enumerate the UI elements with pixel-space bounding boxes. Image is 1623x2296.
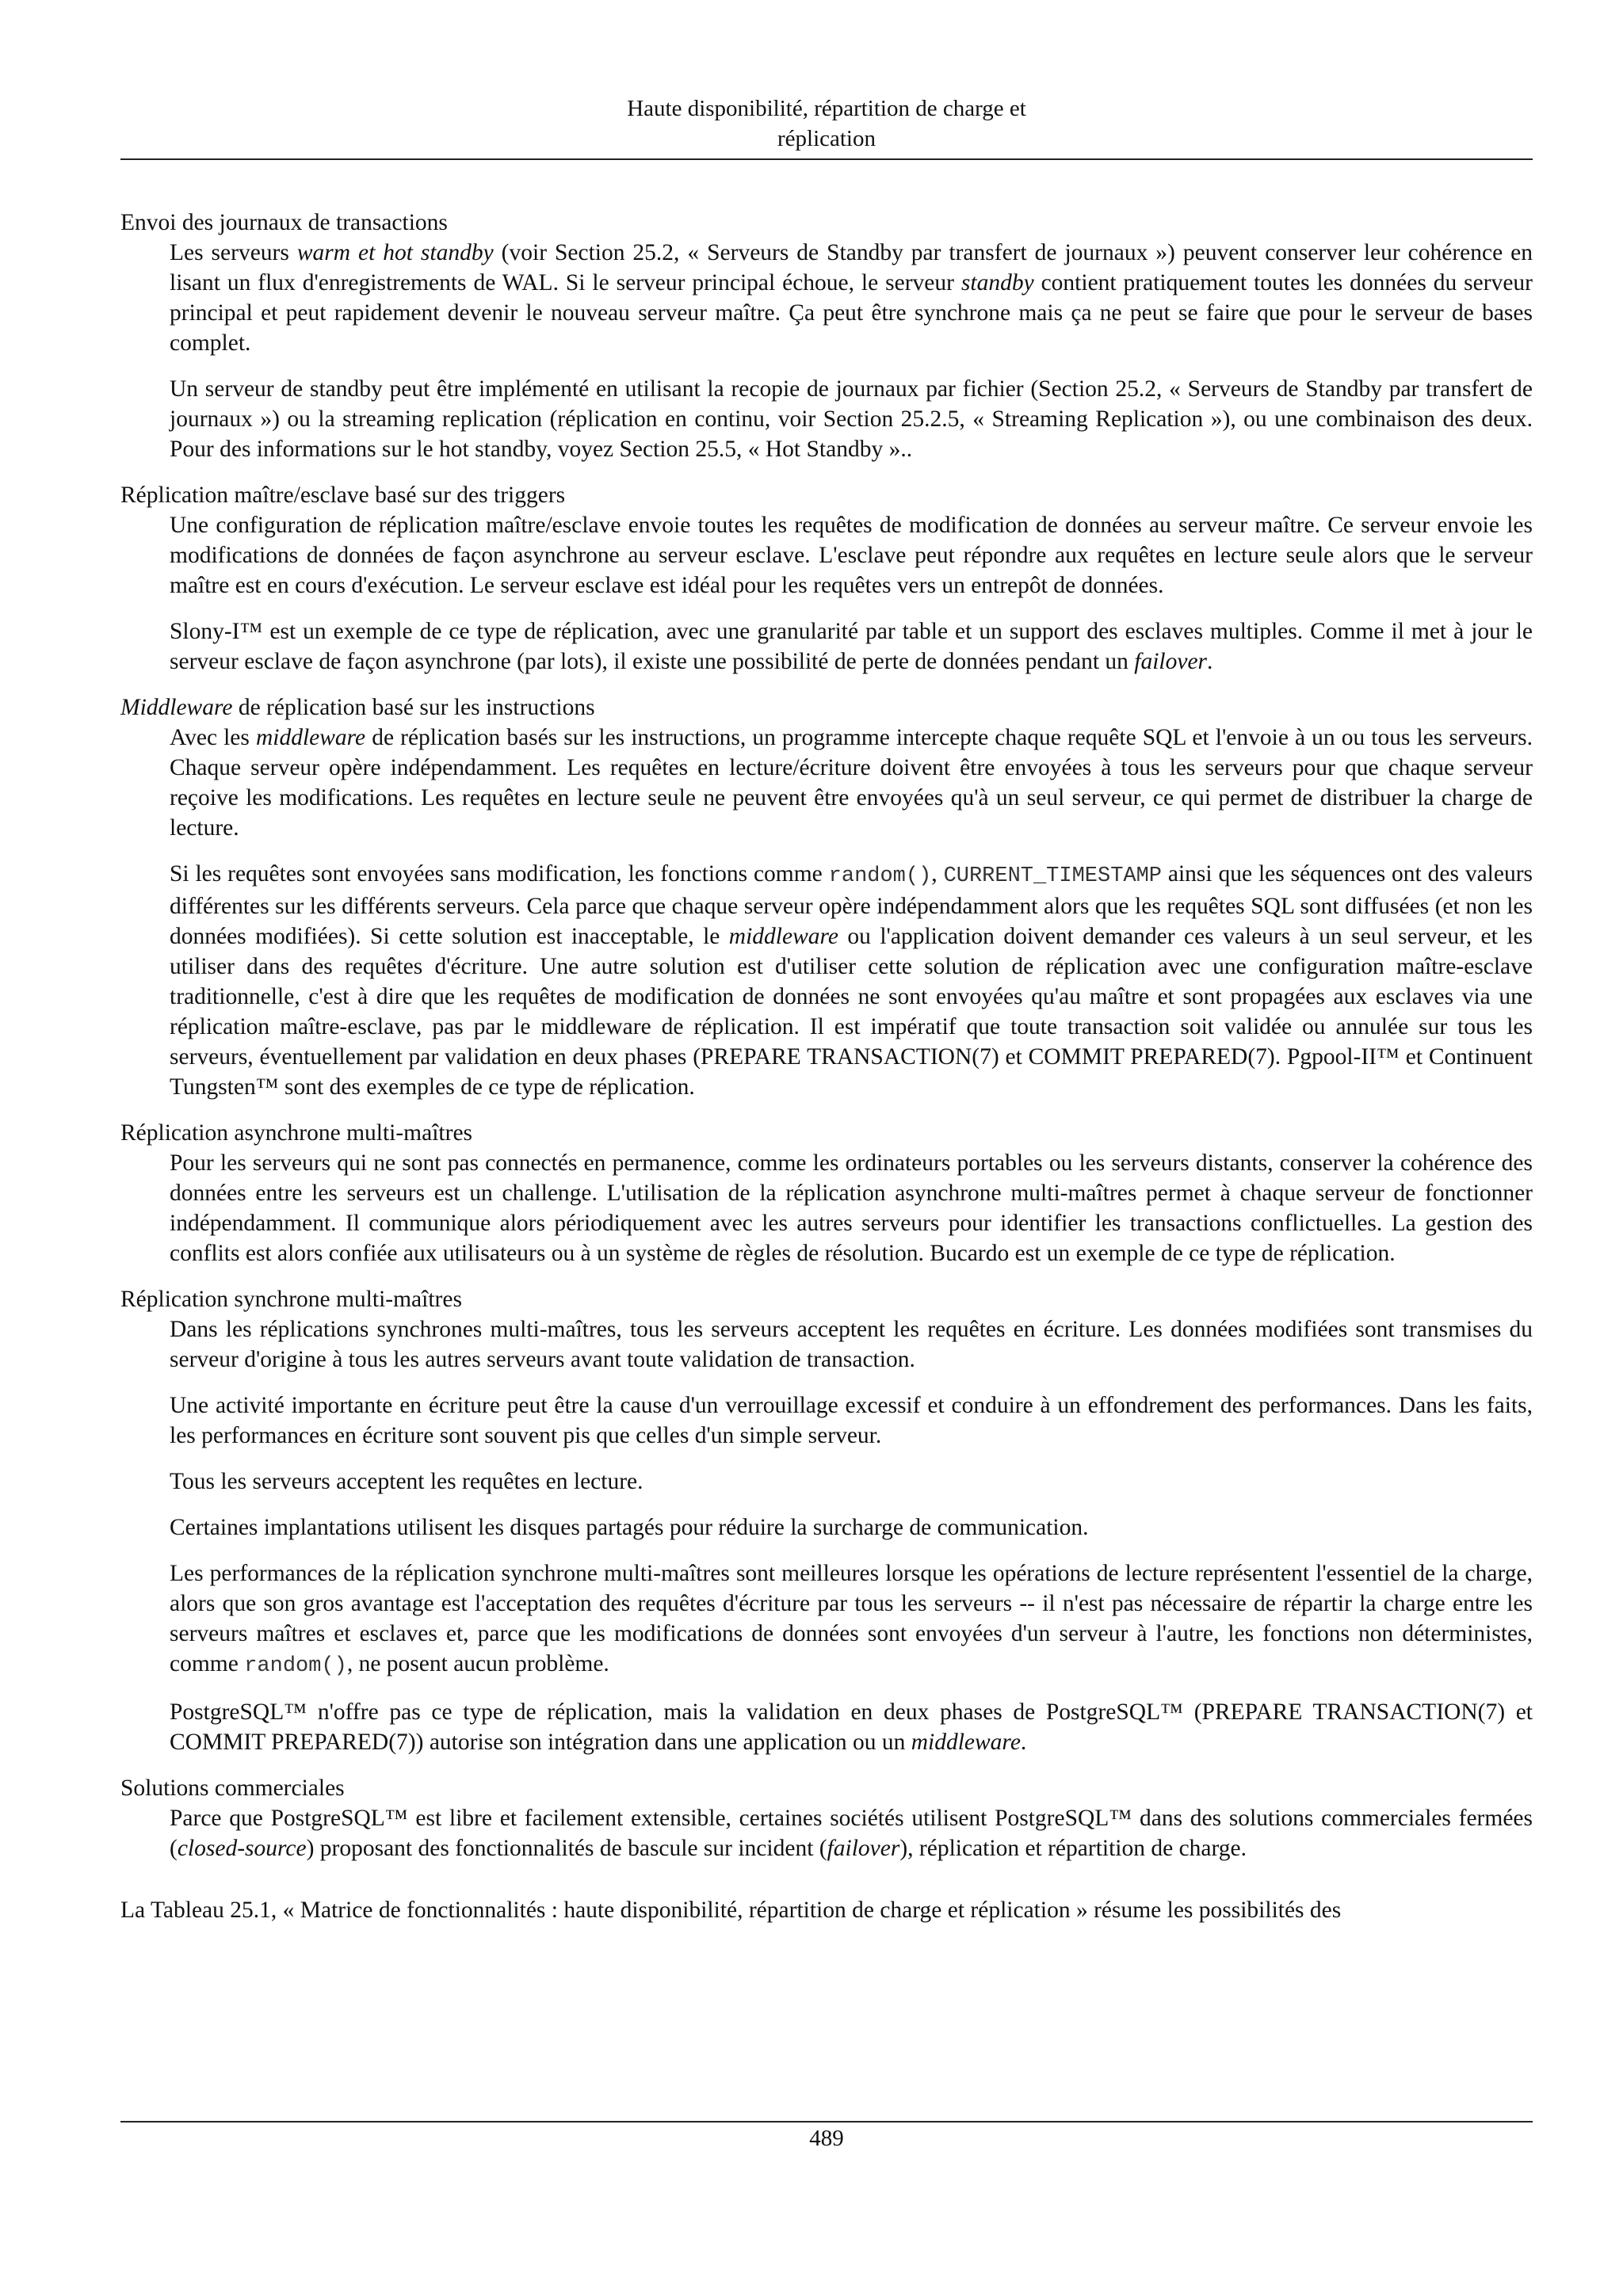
term-replication-triggers: Réplication maître/esclave basé sur des triggers (120, 482, 566, 508)
paragraph: Si les requêtes sont envoyées sans modification, les fonctions comme random(), CURRENT_TIMESTAMP ainsi que les séquences ont des valeurs différentes sur les différents serveurs. Cela parce que chaque serveur opère indépendamment alors que les requêtes SQL sont diffusées (et non les données modifiées). Si cette solution est inacceptable, le middleware ou l'application doivent demander ces valeurs à un seul serveur, et les utiliser dans des requêtes d'écriture. Une autre solution est d'utiliser cette solution de réplication avec une configuration maître-esclave traditionnelle, c'est à dire que les requêtes de modification de données ne sont envoyées qu'au maître et sont propagées aux esclaves via une réplication maître-esclave, pas par le middleware de réplication. Il est impératif que toute transaction soit validée ou annulée sur tous les serveurs, éventuellement par validation en deux phases (PREPARE TRANSACTION(7) et COMMIT PREPARED(7). Pgpool-II™ et Continuent Tungsten™ sont des exemples de ce type de réplication. (170, 861, 1533, 1100)
definition-sync-multimaster (170, 1314, 1533, 1757)
definition-solutions-commerciales (170, 1803, 1533, 1863)
paragraph: Certaines implantations utilisent les disques partagés pour réduire la surcharge de communication. (170, 1515, 1089, 1540)
running-header-line-2: réplication (777, 126, 876, 151)
page-body (120, 208, 1533, 1949)
term-middleware-instructions: Middleware de réplication basé sur les instructions (120, 695, 595, 720)
term-solutions-commerciales: Solutions commerciales (120, 1775, 345, 1801)
definition-replication-triggers (170, 510, 1533, 677)
paragraph: Pour les serveurs qui ne sont pas connectés en permanence, comme les ordinateurs portables ou les serveurs distants, conserver la cohérence des données entre les serveurs est un challenge. L'utilisation de la réplication asynchrone multi-maîtres permet à chaque serveur de fonctionner indépendamment. Il communique alors périodiquement avec les autres serveurs pour identifier les transactions conflictuelles. La gestion des conflits est alors confiée aux utilisateurs ou à un système de règles de résolution. Bucardo est un exemple de ce type de réplication. (170, 1150, 1533, 1266)
paragraph: Les performances de la réplication synchrone multi-maîtres sont meilleures lorsque les opérations de lecture représentent l'essentiel de la charge, alors que son gros avantage est l'acceptation des requêtes d'écriture par tous les serveurs -- il n'est pas nécessaire de répartir la charge entre les serveurs maîtres et esclaves et, parce que les modifications de données sont envoyées d'un serveur à l'autre, les fonctions non déterministes, comme random(), ne posent aucun problème. (170, 1561, 1533, 1678)
term-sync-multimaster: Réplication synchrone multi-maîtres (120, 1287, 462, 1312)
paragraph: Slony-I™ est un exemple de ce type de réplication, avec une granularité par table et un support des esclaves multiples. Comme il met à jour le serveur esclave de façon asynchrone (par lots), il existe une possibilité de perte de données pendant un failover. (170, 619, 1533, 674)
definition-envoi-journaux (170, 238, 1533, 464)
definition-middleware-instructions (170, 723, 1533, 1102)
code-current-timestamp: CURRENT_TIMESTAMP (943, 864, 1163, 888)
running-header (120, 93, 1533, 154)
paragraph: Une activité importante en écriture peut être la cause d'un verrouillage excessif et conduire à un effondrement des performances. Dans les faits, les performances en écriture sont souvent pis que celles d'un simple serveur. (170, 1393, 1533, 1448)
header-rule (120, 158, 1533, 160)
paragraph: Tous les serveurs acceptent les requêtes en lecture. (170, 1469, 643, 1494)
paragraph: Un serveur de standby peut être implémenté en utilisant la recopie de journaux par fichier (Section 25.2, « Serveurs de Standby par transfert de journaux ») ou la streaming replication (réplication en continu, voir Section 25.2.5, « Streaming Replication »), ou une combinaison des deux. Pour des informations sur le hot standby, voyez Section 25.5, « Hot Standby ».. (170, 376, 1533, 462)
code-random: random() (828, 864, 932, 888)
paragraph: PostgreSQL™ n'offre pas ce type de réplication, mais la validation en deux phases de PostgreSQL™ (PREPARE TRANSACTION(7) et COMMIT PREPARED(7)) autorise son intégration dans une application ou un middleware. (170, 1699, 1533, 1755)
running-header-line-1: Haute disponibilité, répartition de charge et (627, 96, 1026, 121)
paragraph: Une configuration de réplication maître/esclave envoie toutes les requêtes de modification de données au serveur maître. Ce serveur envoie les modifications de données de façon asynchrone au serveur esclave. L'esclave peut répondre aux requêtes en lecture seule alors que le serveur maître est en cours d'exécution. Le serveur esclave est idéal pour les requêtes vers un entrepôt de données. (170, 513, 1533, 598)
term-async-multimaster: Réplication asynchrone multi-maîtres (120, 1120, 473, 1146)
paragraph: Les serveurs warm et hot standby (voir Section 25.2, « Serveurs de Standby par transfert de journaux ») peuvent conserver leur cohérence en lisant un flux d'enregistrements de WAL. Si le serveur principal échoue, le serveur standby contient pratiquement toutes les données du serveur principal et peut rapidement devenir le nouveau serveur maître. Ça peut être synchrone mais ça ne peut se faire que pour le serveur de bases complet. (170, 240, 1533, 356)
paragraph: Avec les middleware de réplication basés sur les instructions, un programme intercepte chaque requête SQL et l'envoie à un ou tous les serveurs. Chaque serveur opère indépendamment. Les requêtes en lecture/écriture doivent être envoyées à tous les serveurs pour que chaque serveur reçoive les modifications. Les requêtes en lecture seule ne peuvent être envoyées qu'à un seul serveur, ce qui permet de distribuer la charge de lecture. (170, 725, 1533, 841)
definition-async-multimaster (170, 1148, 1533, 1268)
footer-rule (120, 2121, 1533, 2122)
page-number: 489 (809, 2126, 844, 2151)
paragraph: Parce que PostgreSQL™ est libre et facilement extensible, certaines sociétés utilisent PostgreSQL™ dans des solutions commerciales fermées (closed-source) proposant des fonctionnalités de bascule sur incident (failover), réplication et répartition de charge. (170, 1806, 1533, 1861)
paragraph: Dans les réplications synchrones multi-maîtres, tous les serveurs acceptent les requêtes en écriture. Les données modifiées sont transmises du serveur d'origine à tous les autres serveurs avant toute validation de transaction. (170, 1317, 1533, 1372)
code-random: random() (244, 1654, 347, 1678)
closing-paragraph: La Tableau 25.1, « Matrice de fonctionnalités : haute disponibilité, répartition de charge et réplication » résume les possibilités des (120, 1897, 1342, 1923)
term-envoi-journaux: Envoi des journaux de transactions (120, 210, 448, 235)
